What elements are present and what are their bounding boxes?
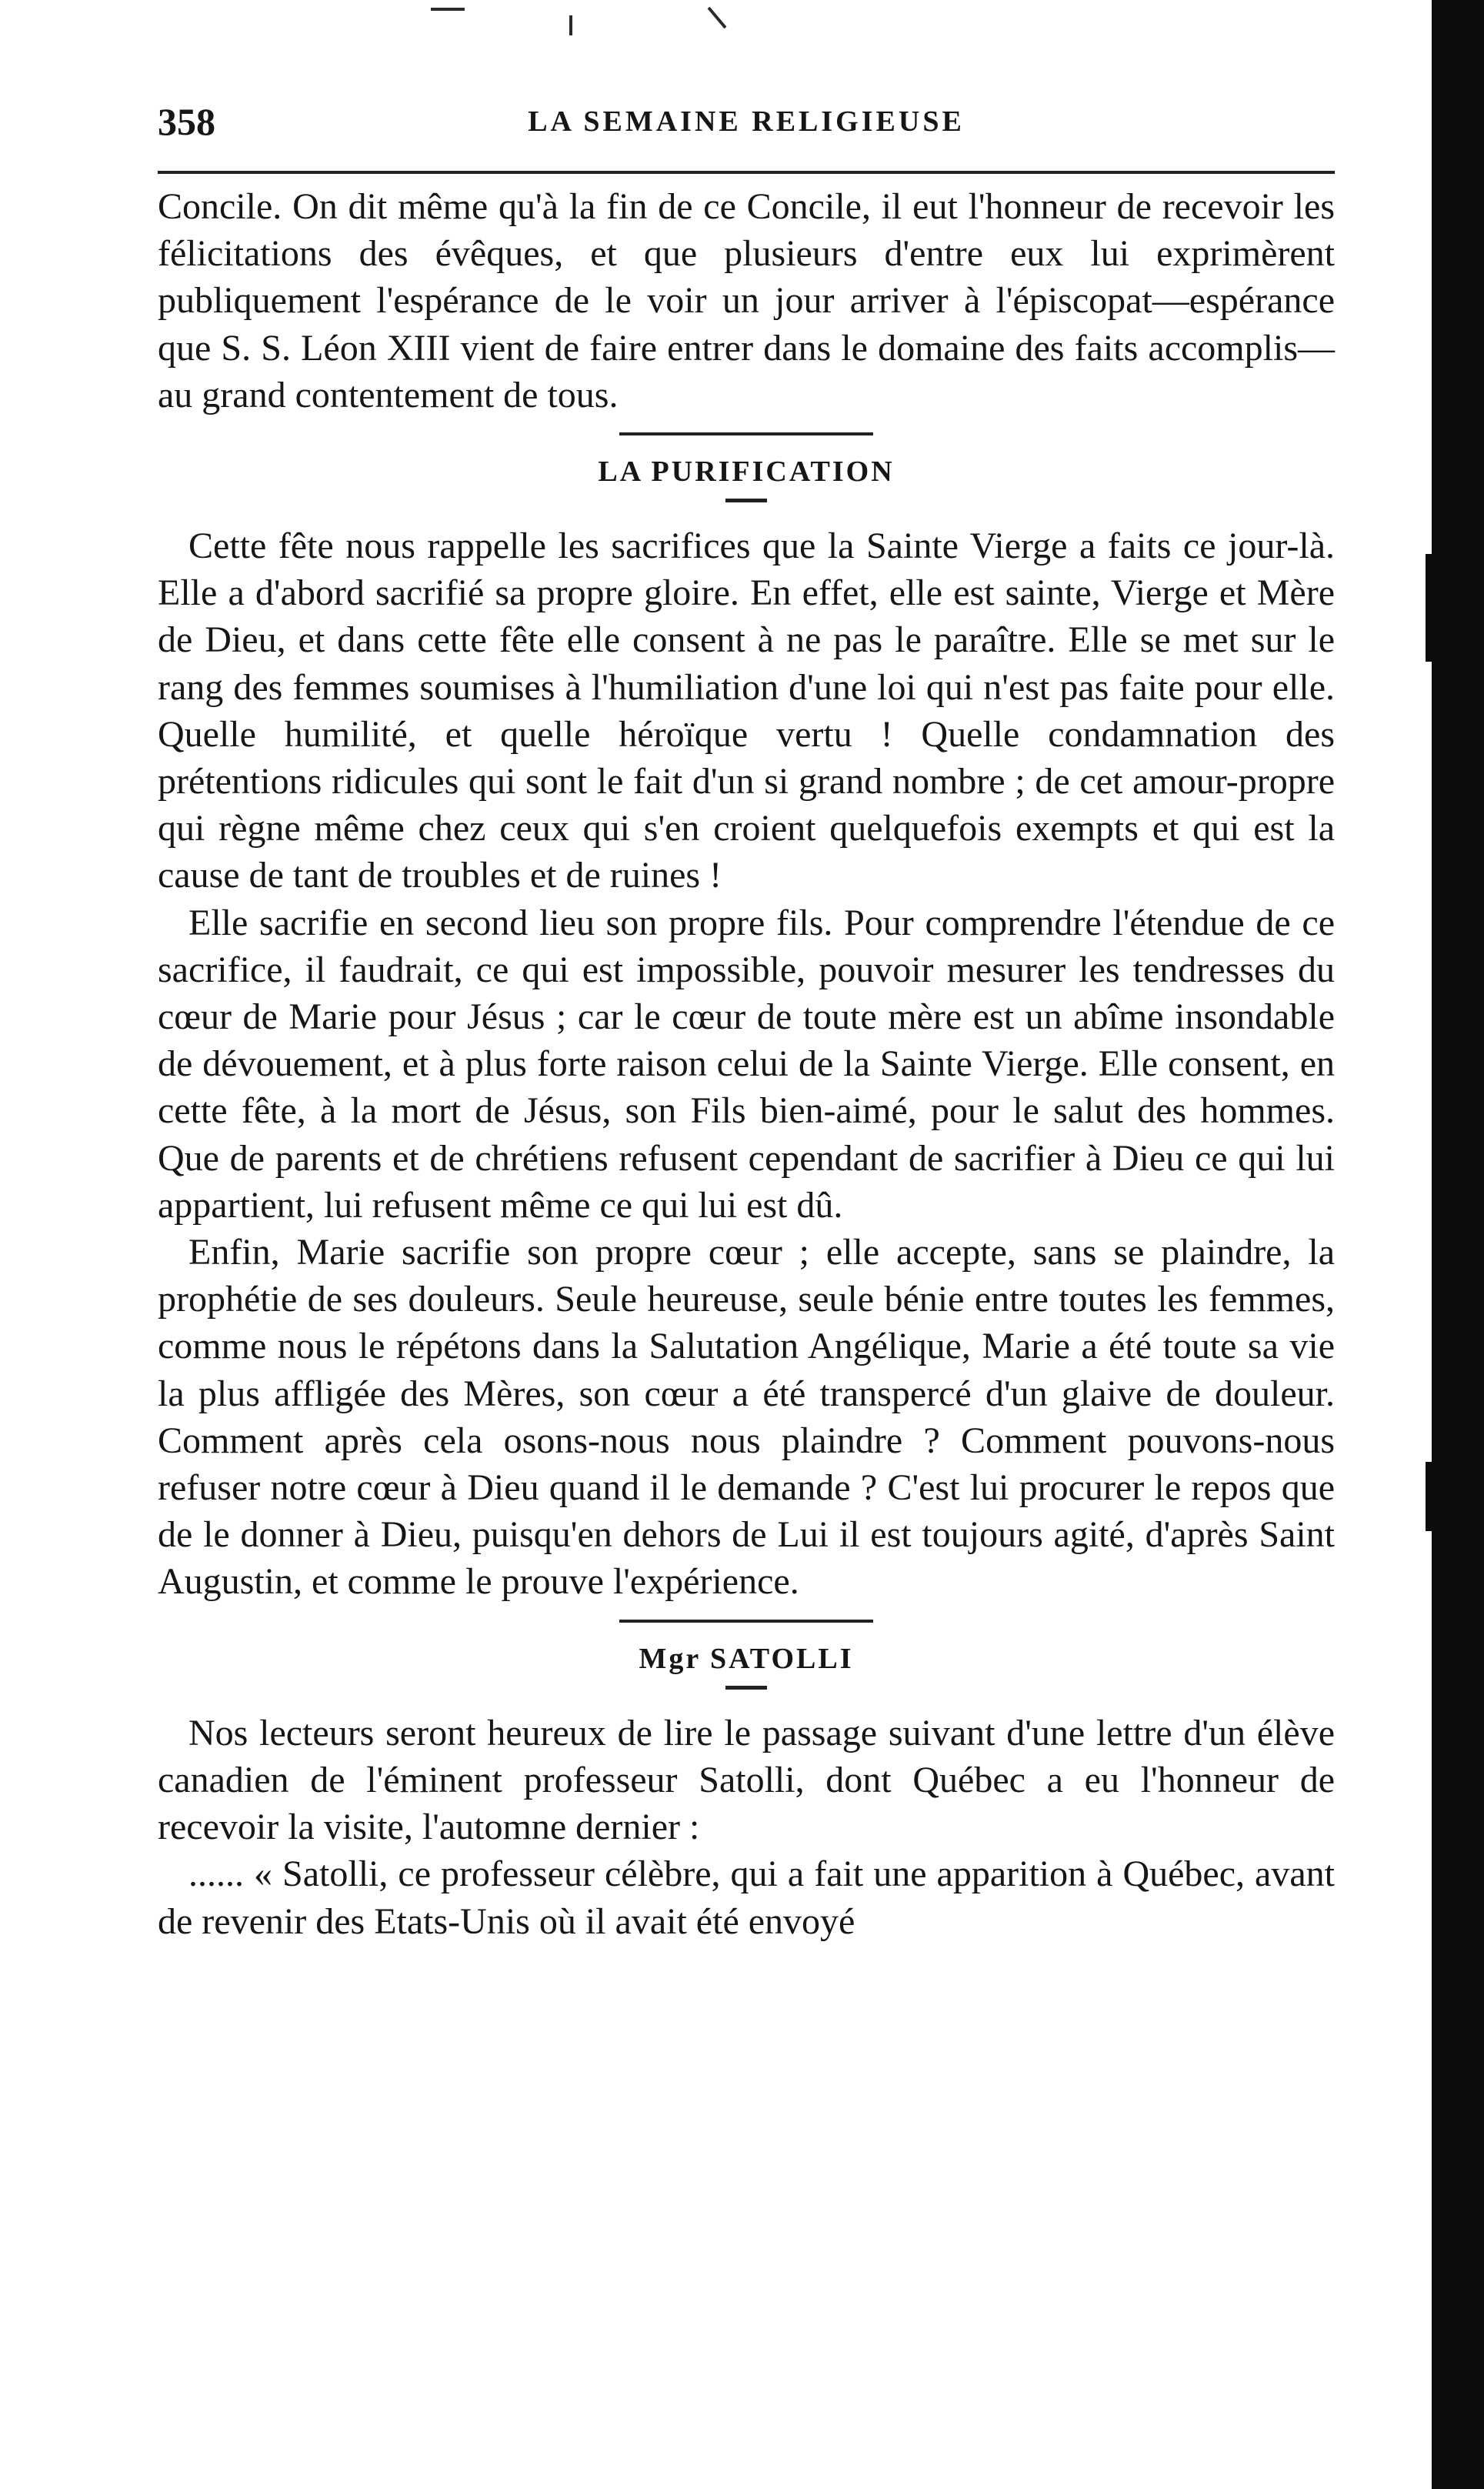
- section-separator: [619, 1620, 873, 1623]
- paragraph: Enfin, Marie sacrifie son propre cœur ; elle accepte, sans se plaindre, la prophétie de ses douleurs. Seule heureuse, seule bénie entre toutes les femmes, comme nous le répétons dans la Salutation Angélique, Marie a été toute sa vie la plus affligée des Mères, son cœur a été transpercé d'un glaive de douleur. Comment après cela osons-nous nous plaindre ? Comment pouvons-nous refuser notre cœur à Dieu quand il le demande ? C'est lui procurer le repos que de le donner à Dieu, puisqu'en dehors de Lui il est toujours agité, d'après Saint Augustin, et comme le prouve l'expérience.: [158, 1232, 1335, 1603]
- page-number: 358: [158, 100, 215, 143]
- text-column: [158, 183, 1335, 1945]
- paragraph: Cette fête nous rappelle les sacrifices que la Sainte Vierge a faits ce jour-là. Elle a d'abord sacrifié sa propre gloire. En effet, elle est sainte, Vierge et Mère de Dieu, et dans cette fête elle consent à ne pas le paraître. Elle se met sur le rang des femmes soumises à l'humiliation d'une loi qui n'est pas faite pour elle. Quelle humilité, et quelle héroïque vertu ! Quelle condamnation des prétentions ridicules qui sont le fait d'un si grand nombre ; de cet amour-propre qui règne même chez ceux qui s'en croient quelquefois exempts et qui est la cause de tant de troubles et de ruines !: [158, 525, 1335, 896]
- running-head: [158, 91, 1335, 152]
- heading-dash: [725, 1686, 767, 1690]
- paragraph: Elle sacrifie en second lieu son propre fils. Pour comprendre l'étendue de ce sacrifice, il faudrait, ce qui est impossible, pouvoir mesurer les tendresses du cœur de Marie pour Jésus ; car le cœur de toute mère est un abîme insondable de dévouement, et à plus forte raison celui de la Sainte Vierge. Elle consent, en cette fête, à la mort de Jésus, son Fils bien-aimé, pour le salut des hommes. Que de parents et de chrétiens refusent cependant de sacrifier à Dieu ce qui lui appartient, lui refusent même ce qui lui est dû.: [158, 902, 1335, 1226]
- section-heading-purification: LA PURIFICATION: [598, 455, 895, 489]
- section-heading-satolli: Mgr SATOLLI: [639, 1642, 854, 1675]
- running-title: LA SEMAINE RELIGIEUSE: [528, 105, 965, 138]
- paragraph: Nos lecteurs seront heureux de lire le passage suivant d'une lettre d'un élève canadien de l'éminent professeur Satolli, dont Québec a eu l'honneur de recevoir la visite, l'automne dernier :: [158, 1712, 1335, 1848]
- section-separator: [619, 432, 873, 435]
- scan-speck: [569, 15, 572, 35]
- scan-speck: [431, 8, 465, 11]
- header-rule: [158, 171, 1335, 174]
- paragraph: ...... « Satolli, ce professeur célèbre, qui a fait une apparition à Québec, avant de revenir des Etats-Unis où il avait été envoyé: [158, 1853, 1335, 1942]
- heading-dash: [725, 499, 767, 502]
- paragraph: Concile. On dit même qu'à la fin de ce Concile, il eut l'honneur de recevoir les félicitations des évêques, et que plusieurs d'entre eux lui exprimèrent publiquement l'espérance de le voir un jour arriver à l'épiscopat—espérance que S. S. Léon XIII vient de faire entrer dans le domaine des faits accomplis—au grand contentement de tous.: [158, 186, 1335, 415]
- scan-speck: [708, 7, 727, 29]
- binding-edge-notch: [1426, 1462, 1439, 1531]
- binding-edge: [1432, 0, 1484, 2489]
- binding-edge-notch: [1426, 554, 1439, 662]
